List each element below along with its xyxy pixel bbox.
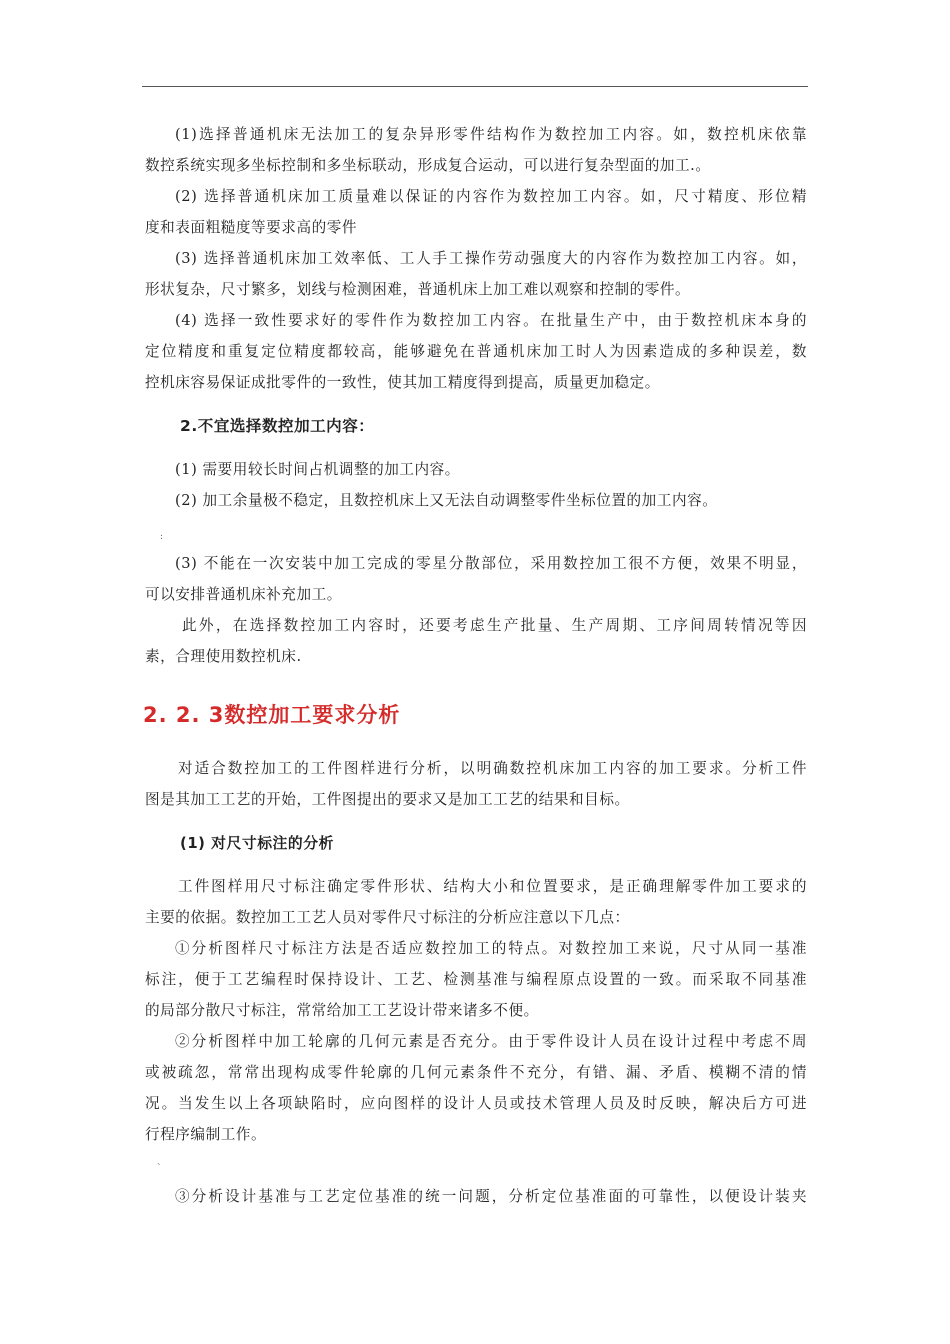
p4-line1: (4) 选择一致性要求好的零件作为数控加工内容。在批量生产中，由于数控机床本身的 xyxy=(175,312,807,329)
note-line2: 素，合理使用数控机床. xyxy=(145,648,302,665)
intro-line2: 图是其加工工艺的开始，工件图提出的要求又是加工工艺的结果和目标。 xyxy=(145,791,630,808)
c2-line3: 况。当发生以上各项缺陷时，应向图样的设计人员或技术管理人员及时反映，解决后方可进 xyxy=(145,1095,807,1112)
unsuitable-heading: 2.不宜选择数控加工内容： xyxy=(180,417,375,435)
c2-line4: 行程序编制工作。 xyxy=(145,1126,267,1143)
p3-line2: 形状复杂，尺寸繁多，划线与检测困难，普通机床上加工难以观察和控制的零件。 xyxy=(145,281,691,298)
stray-mark-2: ` xyxy=(157,1164,162,1174)
p2-line1: (2) 选择普通机床加工质量难以保证的内容作为数控加工内容。如，尺寸精度、形位精 xyxy=(175,188,807,205)
unsuitable-item-1: (1) 需要用较长时间占机调整的加工内容。 xyxy=(175,461,460,478)
unsuitable-item-3-line2: 可以安排普通机床补充加工。 xyxy=(145,586,342,603)
c2-line1: ②分析图样中加工轮廓的几何元素是否充分。由于零件设计人员在设计过程中考虑不周 xyxy=(175,1033,807,1050)
section-title: 2. 2. 3数控加工要求分析 xyxy=(143,703,401,727)
header-rule xyxy=(142,86,808,87)
note-line1: 此外，在选择数控加工内容时，还要考虑生产批量、生产周期、工序间周转情况等因 xyxy=(182,617,807,634)
s1-line2: 主要的依据。数控加工工艺人员对零件尺寸标注的分析应注意以下几点： xyxy=(145,909,630,926)
p1-line2: 数控系统实现多坐标控制和多坐标联动，形成复合运动，可以进行复杂型面的加工.。 xyxy=(145,157,711,174)
unsuitable-item-2: (2) 加工余量极不稳定，且数控机床上又无法自动调整零件坐标位置的加工内容。 xyxy=(175,492,718,509)
p2-line2: 度和表面粗糙度等要求高的零件 xyxy=(145,219,358,236)
c1-line3: 的局部分散尺寸标注，常常给加工工艺设计带来诸多不便。 xyxy=(145,1002,539,1019)
c3-line1: ③分析设计基准与工艺定位基准的统一问题，分析定位基准面的可靠性，以便设计装夹 xyxy=(175,1188,807,1205)
p1-line1: (1)选择普通机床无法加工的复杂异形零件结构作为数控加工内容。如，数控机床依靠 xyxy=(175,126,807,143)
stray-mark: : xyxy=(160,532,164,542)
unsuitable-item-3-line1: (3) 不能在一次安装中加工完成的零星分散部位，采用数控加工很不方便，效果不明显， xyxy=(175,555,807,572)
c1-line1: ①分析图样尺寸标注方法是否适应数控加工的特点。对数控加工来说，尺寸从同一基准 xyxy=(175,940,807,957)
c2-line2: 或被疏忽，常常出现构成零件轮廓的几何元素条件不充分，有错、漏、矛盾、模糊不清的情 xyxy=(145,1064,807,1081)
p3-line1: (3) 选择普通机床加工效率低、工人手工操作劳动强度大的内容作为数控加工内容。如， xyxy=(175,250,807,267)
p4-line2: 定位精度和重复定位精度都较高，能够避免在普通机床加工时人为因素造成的多种误差，数 xyxy=(145,343,807,360)
p4-line3: 控机床容易保证成批零件的一致性，使其加工精度得到提高，质量更加稳定。 xyxy=(145,374,660,391)
subheading-dimension-analysis: (1) 对尺寸标注的分析 xyxy=(180,835,334,852)
s1-line1: 工件图样用尺寸标注确定零件形状、结构大小和位置要求，是正确理解零件加工要求的 xyxy=(178,878,807,895)
c1-line2: 标注，便于工艺编程时保持设计、工艺、检测基准与编程原点设置的一致。而采取不同基准 xyxy=(145,971,807,988)
intro-line1: 对适合数控加工的工件图样进行分析，以明确数控机床加工内容的加工要求。分析工件 xyxy=(178,760,807,777)
